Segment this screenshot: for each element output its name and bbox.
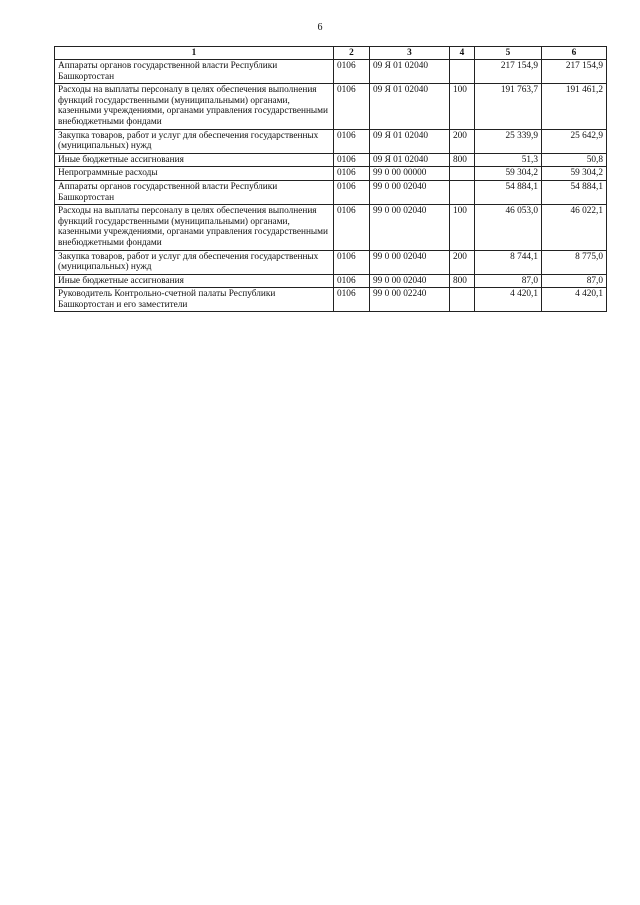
section-code: 0106 <box>334 129 370 153</box>
table-row <box>55 129 607 153</box>
amount-col6: 50,8 <box>542 153 607 167</box>
section-code: 0106 <box>334 250 370 274</box>
expense-name: Расходы на выплаты персоналу в целях обеспечения выполнения функций государственными (муниципальными) органами, казенными учреждениями, органами управления государственными внебюджетными фондами <box>55 84 334 129</box>
column-header-2: 2 <box>334 47 370 60</box>
amount-col5: 4 420,1 <box>475 288 542 312</box>
expense-name: Иные бюджетные ассигнования <box>55 153 334 167</box>
amount-col5: 46 053,0 <box>475 205 542 250</box>
amount-col5: 87,0 <box>475 274 542 288</box>
section-code: 0106 <box>334 60 370 84</box>
expense-type-code: 800 <box>450 153 475 167</box>
expense-name: Закупка товаров, работ и услуг для обеспечения государственных (муниципальных) нужд <box>55 250 334 274</box>
target-code: 99 0 00 02040 <box>370 274 450 288</box>
amount-col6: 54 884,1 <box>542 180 607 204</box>
expense-type-code <box>450 288 475 312</box>
table-row <box>55 180 607 204</box>
table-row <box>55 288 607 312</box>
amount-col5: 59 304,2 <box>475 167 542 181</box>
amount-col5: 191 763,7 <box>475 84 542 129</box>
page-number: 6 <box>317 22 323 33</box>
expense-name: Аппараты органов государственной власти Республики Башкортостан <box>55 180 334 204</box>
amount-col5: 51,3 <box>475 153 542 167</box>
amount-col6: 4 420,1 <box>542 288 607 312</box>
target-code: 09 Я 01 02040 <box>370 129 450 153</box>
amount-col5: 8 744,1 <box>475 250 542 274</box>
expense-type-code: 800 <box>450 274 475 288</box>
expense-name: Аппараты органов государственной власти Республики Башкортостан <box>55 60 334 84</box>
column-header-4: 4 <box>450 47 475 60</box>
target-code: 99 0 00 00000 <box>370 167 450 181</box>
section-code: 0106 <box>334 153 370 167</box>
amount-col6: 191 461,2 <box>542 84 607 129</box>
expense-type-code: 100 <box>450 205 475 250</box>
expense-name: Руководитель Контрольно-счетной палаты Республики Башкортостан и его заместители <box>55 288 334 312</box>
target-code: 99 0 00 02240 <box>370 288 450 312</box>
section-code: 0106 <box>334 205 370 250</box>
expense-name: Иные бюджетные ассигнования <box>55 274 334 288</box>
target-code: 09 Я 01 02040 <box>370 84 450 129</box>
expense-name: Расходы на выплаты персоналу в целях обеспечения выполнения функций государственными (муниципальными) органами, казенными учреждениями, органами управления государственными внебюджетными фондами <box>55 205 334 250</box>
expense-name: Непрограммные расходы <box>55 167 334 181</box>
target-code: 09 Я 01 02040 <box>370 153 450 167</box>
amount-col6: 87,0 <box>542 274 607 288</box>
table-row <box>55 205 607 250</box>
amount-col6: 46 022,1 <box>542 205 607 250</box>
table-row <box>55 167 607 181</box>
target-code: 99 0 00 02040 <box>370 180 450 204</box>
section-code: 0106 <box>334 84 370 129</box>
expense-name: Закупка товаров, работ и услуг для обеспечения государственных (муниципальных) нужд <box>55 129 334 153</box>
amount-col5: 217 154,9 <box>475 60 542 84</box>
table-row <box>55 153 607 167</box>
column-header-5: 5 <box>475 47 542 60</box>
amount-col6: 25 642,9 <box>542 129 607 153</box>
target-code: 99 0 00 02040 <box>370 250 450 274</box>
section-code: 0106 <box>334 167 370 181</box>
amount-col6: 59 304,2 <box>542 167 607 181</box>
expense-type-code <box>450 60 475 84</box>
table-row <box>55 250 607 274</box>
expense-type-code <box>450 180 475 204</box>
table-header-row <box>55 47 607 60</box>
table-row <box>55 60 607 84</box>
amount-col5: 25 339,9 <box>475 129 542 153</box>
expense-type-code: 200 <box>450 129 475 153</box>
budget-table <box>54 46 607 312</box>
column-header-1: 1 <box>55 47 334 60</box>
expense-type-code: 100 <box>450 84 475 129</box>
amount-col6: 217 154,9 <box>542 60 607 84</box>
section-code: 0106 <box>334 288 370 312</box>
target-code: 99 0 00 02040 <box>370 205 450 250</box>
column-header-3: 3 <box>370 47 450 60</box>
section-code: 0106 <box>334 274 370 288</box>
expense-type-code: 200 <box>450 250 475 274</box>
amount-col5: 54 884,1 <box>475 180 542 204</box>
section-code: 0106 <box>334 180 370 204</box>
table-body <box>55 60 607 312</box>
table-row <box>55 274 607 288</box>
table-row <box>55 84 607 129</box>
target-code: 09 Я 01 02040 <box>370 60 450 84</box>
column-header-6: 6 <box>542 47 607 60</box>
amount-col6: 8 775,0 <box>542 250 607 274</box>
expense-type-code <box>450 167 475 181</box>
